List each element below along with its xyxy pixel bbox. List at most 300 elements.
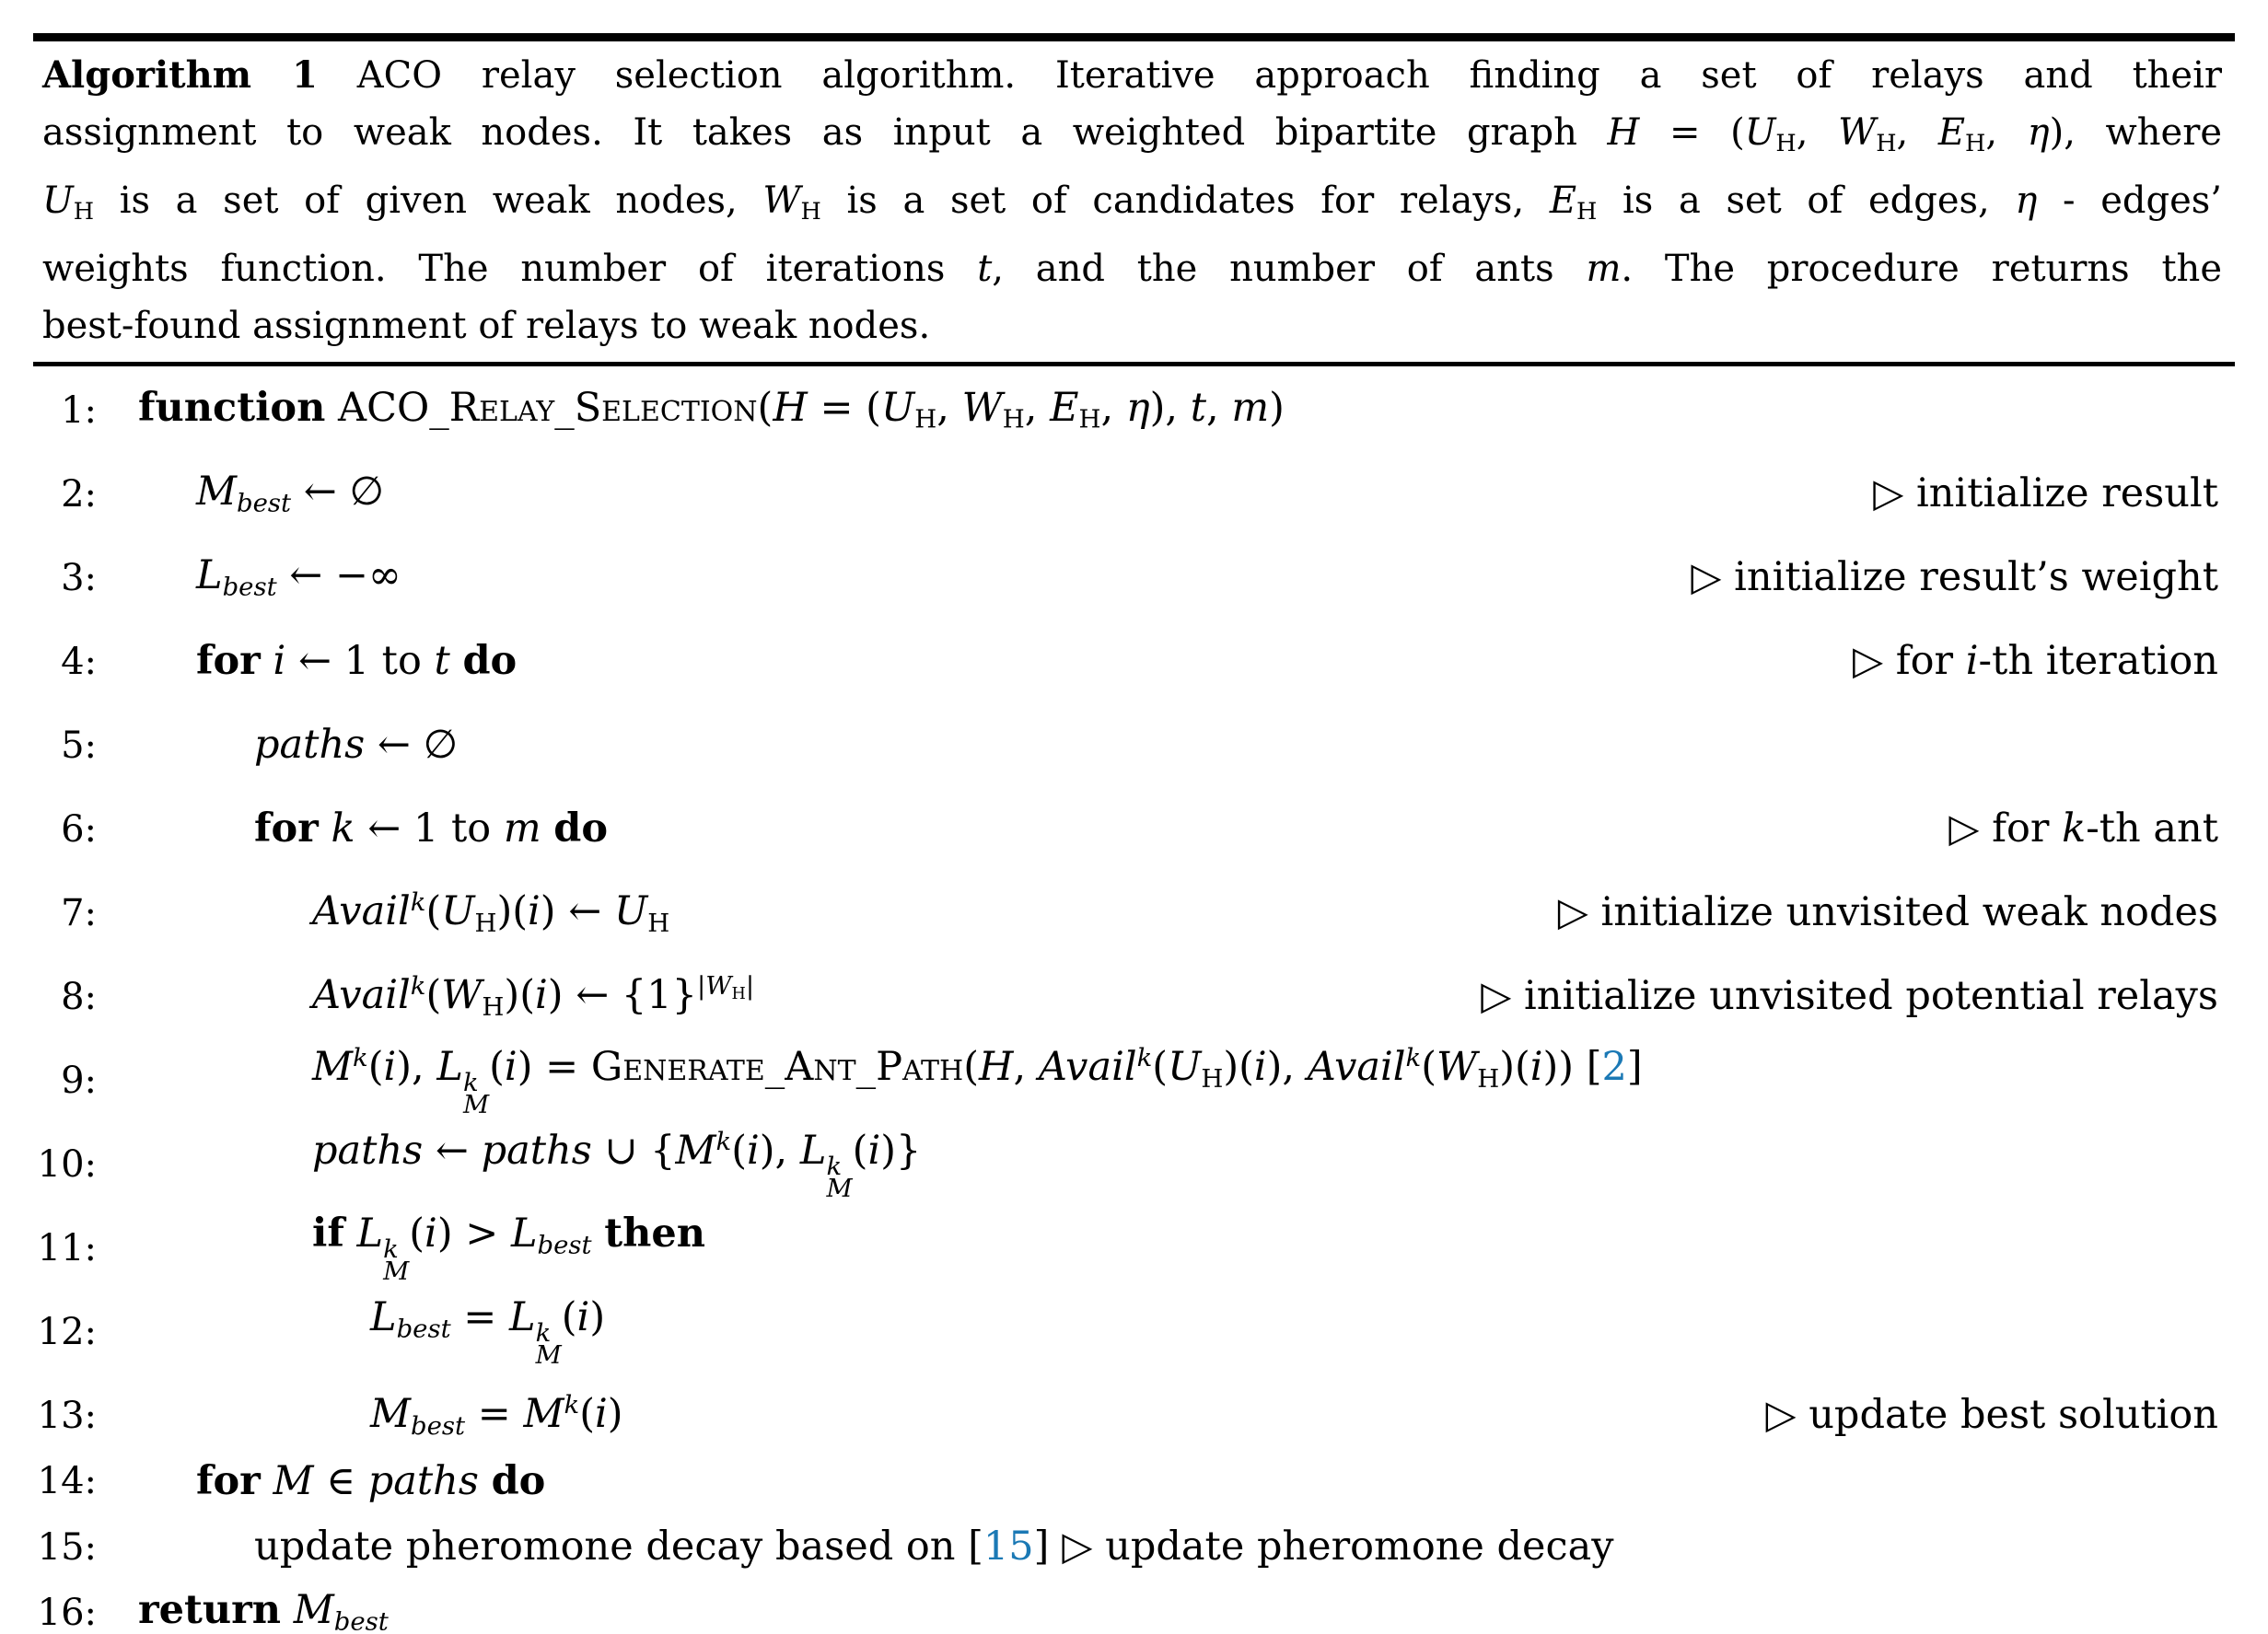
variable-token: m: [503, 805, 541, 852]
variable-token: i: [504, 1043, 518, 1090]
code-line: [0, 620, 2268, 703]
caption-line: [42, 47, 2222, 104]
text-token: , and the number of ants: [992, 248, 1587, 291]
variable-token: M: [535, 1339, 562, 1370]
algorithm-caption: [42, 47, 2222, 354]
variable-token: W: [705, 970, 732, 1001]
statement: [312, 1210, 706, 1286]
citation-link[interactable]: 2: [1601, 1043, 1627, 1090]
subscript: [914, 404, 936, 434]
variable-token: L: [356, 1210, 384, 1257]
code-line: [0, 452, 2268, 536]
subscript: [1201, 1064, 1223, 1094]
comment-marker-icon: ▷: [1557, 889, 1601, 936]
variable-token: t: [977, 248, 993, 291]
text-token: best-found assignment of relays to weak nodes.: [42, 305, 931, 348]
statement: [312, 1126, 922, 1203]
variable-token: L: [436, 1043, 463, 1090]
text-token: is a set of edges,: [1597, 180, 2016, 223]
variable-token: M: [523, 1390, 564, 1437]
subscript: [647, 908, 669, 937]
subscript: [1477, 1064, 1499, 1094]
variable-token: W: [961, 384, 1003, 431]
variable-token: Avail: [1307, 1043, 1406, 1090]
variable-token: L: [196, 551, 223, 598]
variable-token: L: [510, 1210, 538, 1257]
text-token: [479, 1458, 492, 1504]
caption-line: [42, 104, 2222, 172]
text-token: ),: [396, 1043, 437, 1090]
variable-token: k: [1136, 1042, 1153, 1072]
code-line: [0, 536, 2268, 620]
variable-token: L: [509, 1293, 536, 1340]
statement: [312, 970, 755, 1022]
text-token: (: [579, 1390, 595, 1437]
variable-token: best: [237, 488, 292, 518]
text-token: initialize result: [1916, 470, 2218, 517]
text-token: [541, 805, 554, 852]
variable-token: E: [1050, 384, 1079, 431]
text-token: H: [1477, 1063, 1500, 1094]
text-token: H: [1965, 130, 1986, 158]
text-token: H: [1576, 198, 1598, 226]
variable-token: k: [826, 1152, 843, 1182]
text-token: ← ∅: [291, 468, 384, 515]
text-token: H: [1078, 404, 1101, 435]
line-number: 6:: [61, 807, 97, 851]
statement: [196, 551, 401, 602]
variable-token: t: [434, 638, 450, 685]
text-token: )(: [1499, 1043, 1530, 1090]
sup-sub-stack: [462, 1068, 490, 1119]
variable-token: E: [1549, 180, 1577, 223]
text-token: (: [1152, 1043, 1169, 1090]
line-number: 1:: [61, 388, 97, 432]
text-token: H: [73, 198, 95, 226]
code-line: [0, 1589, 2268, 1634]
superscript: [716, 1127, 732, 1156]
code-line: [0, 1038, 2268, 1122]
variable-token: η: [2015, 180, 2038, 223]
text-token: ,: [1796, 111, 1839, 154]
text-token: ∈: [313, 1457, 368, 1504]
text-token: |: [745, 970, 755, 1001]
text-token: H: [914, 404, 937, 435]
text-token: ← 1 to: [355, 805, 504, 852]
variable-token: k: [331, 805, 355, 852]
variable-token: E: [1937, 111, 1966, 154]
text-token: ) =: [517, 1043, 591, 1090]
variable-token: M: [312, 1043, 354, 1090]
statement: [254, 722, 459, 769]
variable-token: m: [1586, 248, 1622, 291]
variable-token: best: [411, 1410, 466, 1441]
variable-token: U: [613, 887, 648, 934]
variable-token: U: [1168, 1043, 1202, 1090]
text-token: H: [474, 908, 497, 938]
line-number: 13:: [37, 1394, 97, 1437]
superscript: [411, 971, 426, 1001]
caption-line: [42, 240, 2222, 297]
text-token: ,: [1013, 1043, 1039, 1090]
keyword-token: do: [462, 638, 518, 685]
text-token: =: [450, 1293, 510, 1340]
variable-token: M: [196, 468, 238, 515]
variable-token: best: [333, 1606, 389, 1634]
statement: [254, 1524, 1050, 1570]
line-number: 5:: [61, 724, 97, 767]
text-token: [592, 1211, 605, 1257]
text-token: (: [1421, 1043, 1436, 1090]
variable-token: H: [979, 1043, 1014, 1090]
text-token: H: [1201, 1063, 1224, 1094]
subscript: [1003, 404, 1025, 434]
subscript: [482, 991, 504, 1021]
variable-token: i: [534, 971, 548, 1018]
variable-token: i: [383, 1043, 397, 1090]
comment-marker-icon: ▷: [1481, 973, 1524, 1020]
variable-token: W: [441, 971, 483, 1018]
text-token: (: [757, 384, 773, 431]
variable-token: best: [537, 1230, 592, 1260]
code-line: [0, 1373, 2268, 1457]
code-line: [0, 1290, 2268, 1373]
line-number: 16:: [37, 1592, 97, 1634]
text-token: update pheromone decay based on [: [254, 1524, 983, 1570]
variable-token: k: [410, 970, 426, 1001]
variable-token: i: [576, 1293, 590, 1340]
variable-token: U: [42, 180, 74, 223]
variable-token: H: [773, 384, 808, 431]
variable-token: t: [1190, 384, 1207, 431]
variable-token: k: [2062, 805, 2087, 852]
subscript: [1876, 130, 1896, 157]
comment: [1852, 638, 2218, 685]
subscript: [732, 985, 746, 1003]
comment: [1062, 1524, 1614, 1570]
text-token: ,: [1024, 384, 1051, 431]
text-token: (: [561, 1293, 577, 1340]
function-name-token: ACO_Relay_Selection: [338, 384, 758, 431]
variable-token: L: [370, 1293, 397, 1340]
variable-token: paths: [481, 1127, 592, 1174]
text-token: [344, 1211, 357, 1257]
variable-token: U: [880, 384, 915, 431]
variable-token: Avail: [1038, 1043, 1137, 1090]
variable-token: W: [1436, 1043, 1478, 1090]
text-token: ∪ {: [591, 1127, 676, 1174]
variable-token: i: [1253, 1043, 1267, 1090]
sup-sub-stack: [535, 1318, 562, 1370]
text-token: ), where: [2049, 111, 2223, 154]
variable-token: i: [425, 1210, 437, 1257]
variable-token: i: [867, 1127, 881, 1174]
text-token: ) ←: [540, 887, 614, 934]
code-line: [0, 703, 2268, 787]
variable-token: M: [370, 1390, 412, 1437]
line-number: 9:: [61, 1059, 97, 1102]
subscript: [1576, 198, 1597, 226]
text-token: ACO relay selection algorithm. Iterative approach finding a set of relays and their: [317, 54, 2222, 97]
variable-token: i: [594, 1390, 608, 1437]
text-token: [325, 385, 338, 431]
variable-token: k: [535, 1318, 552, 1349]
text-token: ← 1 to: [285, 638, 435, 685]
text-token: )(: [496, 887, 529, 934]
statement: [196, 468, 384, 518]
text-token: ),: [759, 1127, 800, 1174]
comment: [1948, 805, 2218, 852]
keyword-token: for: [254, 805, 319, 852]
line-number: 4:: [61, 640, 97, 683]
text-token: H: [1775, 130, 1797, 158]
variable-token: i: [528, 887, 541, 934]
variable-token: H: [1607, 111, 1640, 154]
comment-marker-icon: ▷: [1765, 1392, 1809, 1439]
line-number: 2:: [61, 472, 97, 516]
variable-token: M: [462, 1089, 490, 1119]
code-line: [0, 1122, 2268, 1206]
text-token: ]: [1626, 1043, 1643, 1090]
subscript: [74, 198, 94, 226]
text-token: = (: [1639, 111, 1745, 154]
variable-token: Avail: [312, 971, 411, 1018]
variable-token: W: [762, 180, 801, 223]
line-number: 15:: [37, 1525, 97, 1569]
text-token: ,: [1985, 111, 2028, 154]
text-token: )(: [504, 971, 535, 1018]
variable-token: M: [675, 1127, 716, 1174]
code-line: [0, 1505, 2268, 1589]
subscript: [1775, 130, 1796, 157]
line-number: 7:: [61, 891, 97, 934]
text-token: ← −∞: [276, 551, 401, 598]
text-token: (: [731, 1127, 748, 1174]
text-token: -th iteration: [1978, 638, 2218, 685]
sup-sub-stack: [826, 1152, 853, 1203]
text-token: )(: [1223, 1043, 1254, 1090]
line-number: 11:: [37, 1226, 97, 1269]
statement: [370, 1389, 623, 1441]
text-token: H: [647, 908, 670, 938]
text-token: H: [731, 984, 746, 1003]
superscript: [1406, 1043, 1422, 1072]
text-token: (: [425, 887, 442, 934]
text-token: H: [1002, 404, 1025, 435]
keyword-token: function: [138, 384, 326, 431]
text-token: H: [1876, 130, 1897, 158]
keyword-token: Algorithm 1: [42, 53, 318, 97]
variable-token: m: [1231, 384, 1270, 431]
code-line: [0, 1457, 2268, 1505]
statement: [312, 887, 670, 938]
keyword-token: do: [491, 1457, 546, 1504]
comment-marker-icon: ▷: [1852, 638, 1896, 685]
text-token: ),: [1266, 1043, 1308, 1090]
variable-token: U: [1744, 111, 1776, 154]
statement: [138, 1587, 389, 1634]
subscript: [223, 572, 277, 601]
text-token: ]: [1033, 1524, 1050, 1570]
code-line: [0, 1206, 2268, 1290]
text-token: ) >: [436, 1210, 511, 1257]
keyword-token: return: [138, 1587, 282, 1634]
variable-token: M: [293, 1587, 334, 1634]
text-token: initialize result’s weight: [1734, 554, 2218, 601]
variable-token: best: [222, 572, 277, 602]
variable-token: Avail: [312, 887, 411, 934]
statement: [138, 384, 1285, 435]
text-token: (: [409, 1210, 425, 1257]
text-token: ): [589, 1293, 606, 1340]
subscript: [1079, 404, 1101, 434]
text-token: )}: [880, 1127, 922, 1174]
code-line: [0, 955, 2268, 1038]
comment: [1557, 889, 2218, 936]
sup-sub-stack: [383, 1234, 410, 1286]
statement: [370, 1293, 606, 1370]
text-token: (: [489, 1043, 505, 1090]
text-token: ← ∅: [365, 722, 459, 769]
text-token: ) ← {1}: [547, 971, 697, 1018]
pseudocode-listing: [0, 368, 2268, 1634]
text-token: assignment to weak nodes. It takes as input a weighted bipartite graph: [42, 111, 1608, 154]
variable-token: paths: [254, 722, 366, 769]
variable-token: i: [273, 638, 286, 685]
variable-token: L: [799, 1127, 827, 1174]
statement: [196, 638, 518, 685]
text-token: is a set of given weak nodes,: [94, 180, 763, 223]
variable-token: k: [564, 1389, 580, 1420]
text-token: =: [465, 1390, 524, 1437]
text-token: ),: [1149, 384, 1191, 431]
superscript: [353, 1043, 368, 1072]
keyword-token: if: [312, 1210, 344, 1257]
text-token: (: [852, 1127, 868, 1174]
subscript: [237, 488, 291, 517]
citation-link[interactable]: 15: [983, 1524, 1034, 1570]
text-token: is a set of candidates for relays,: [820, 180, 1550, 223]
variable-token: k: [462, 1068, 479, 1098]
subscript: [474, 908, 496, 937]
variable-token: M: [273, 1457, 314, 1504]
code-line: [0, 871, 2268, 955]
comment-marker-icon: ▷: [1948, 805, 1993, 852]
text-token: |: [696, 970, 706, 1001]
subscript: [801, 198, 821, 226]
text-token: for: [1992, 805, 2063, 852]
variable-token: k: [383, 1234, 399, 1265]
variable-token: i: [1965, 638, 1979, 685]
variable-token: paths: [367, 1457, 479, 1504]
subscript: [538, 1230, 592, 1259]
subscript: [397, 1314, 451, 1343]
subscript: [334, 1607, 389, 1634]
comment: [1873, 470, 2218, 517]
text-token: initialize unvisited weak nodes: [1600, 889, 2218, 936]
text-token: (: [367, 1043, 384, 1090]
statement: [196, 1457, 546, 1504]
line-number: 14:: [37, 1460, 97, 1503]
comment-marker-icon: ▷: [1062, 1524, 1106, 1570]
variable-token: M: [826, 1173, 853, 1203]
text-token: (: [425, 971, 442, 1018]
line-number: 3:: [61, 556, 97, 599]
text-token: ,: [1896, 111, 1938, 154]
comment: [1765, 1392, 2218, 1439]
statement: [312, 1042, 1643, 1119]
variable-token: η: [1125, 384, 1150, 431]
keyword-token: do: [553, 805, 609, 852]
text-token: (: [963, 1043, 979, 1090]
code-line: [0, 787, 2268, 871]
line-number: 8:: [61, 975, 97, 1018]
variable-token: W: [1838, 111, 1877, 154]
statement: [254, 805, 609, 852]
code-line: [0, 368, 2268, 452]
text-token: ,: [1100, 384, 1126, 431]
text-token: for: [1895, 638, 1966, 685]
variable-token: M: [383, 1256, 410, 1286]
line-number: 12:: [37, 1310, 97, 1353]
text-token: [319, 805, 331, 852]
variable-token: k: [1405, 1042, 1422, 1072]
variable-token: η: [2027, 111, 2050, 154]
subscript: [411, 1410, 465, 1440]
text-token: ←: [423, 1127, 482, 1174]
variable-token: k: [715, 1126, 732, 1156]
function-name-token: Generate_Ant_Path: [590, 1043, 964, 1090]
text-token: H: [800, 198, 821, 226]
variable-token: i: [1529, 1043, 1543, 1090]
text-token: ): [607, 1390, 623, 1437]
text-token: [281, 1587, 294, 1633]
comment-marker-icon: ▷: [1691, 554, 1735, 601]
text-token: update pheromone decay: [1105, 1524, 1614, 1570]
text-token: )) [: [1542, 1043, 1602, 1090]
text-token: ): [1269, 384, 1285, 431]
text-token: [261, 1458, 273, 1504]
text-token: = (: [807, 384, 881, 431]
variable-token: U: [441, 887, 475, 934]
caption-line: [42, 172, 2222, 240]
keyword-token: then: [604, 1210, 706, 1257]
subscript: [1965, 130, 1985, 157]
text-token: H: [482, 991, 505, 1022]
keyword-token: for: [196, 1457, 261, 1504]
text-token: . The procedure returns the: [1621, 248, 2222, 291]
text-token: - edges’: [2037, 180, 2222, 223]
superscript: [411, 887, 426, 917]
text-token: update best solution: [1809, 1392, 2218, 1439]
variable-token: best: [396, 1314, 451, 1344]
variable-token: k: [410, 887, 426, 917]
text-token: initialize unvisited potential relays: [1524, 973, 2218, 1020]
superscript: [564, 1390, 580, 1420]
text-token: -th ant: [2086, 805, 2218, 852]
top-rule: [33, 33, 2235, 41]
superscript: [1137, 1043, 1153, 1072]
comment: [1481, 973, 2218, 1020]
text-token: [261, 638, 273, 684]
caption-line: [42, 297, 2222, 354]
variable-token: i: [747, 1127, 760, 1174]
variable-token: paths: [312, 1127, 424, 1174]
keyword-token: for: [196, 638, 261, 685]
text-token: [450, 638, 463, 684]
variable-token: k: [353, 1042, 368, 1072]
superscript: [697, 971, 754, 1001]
